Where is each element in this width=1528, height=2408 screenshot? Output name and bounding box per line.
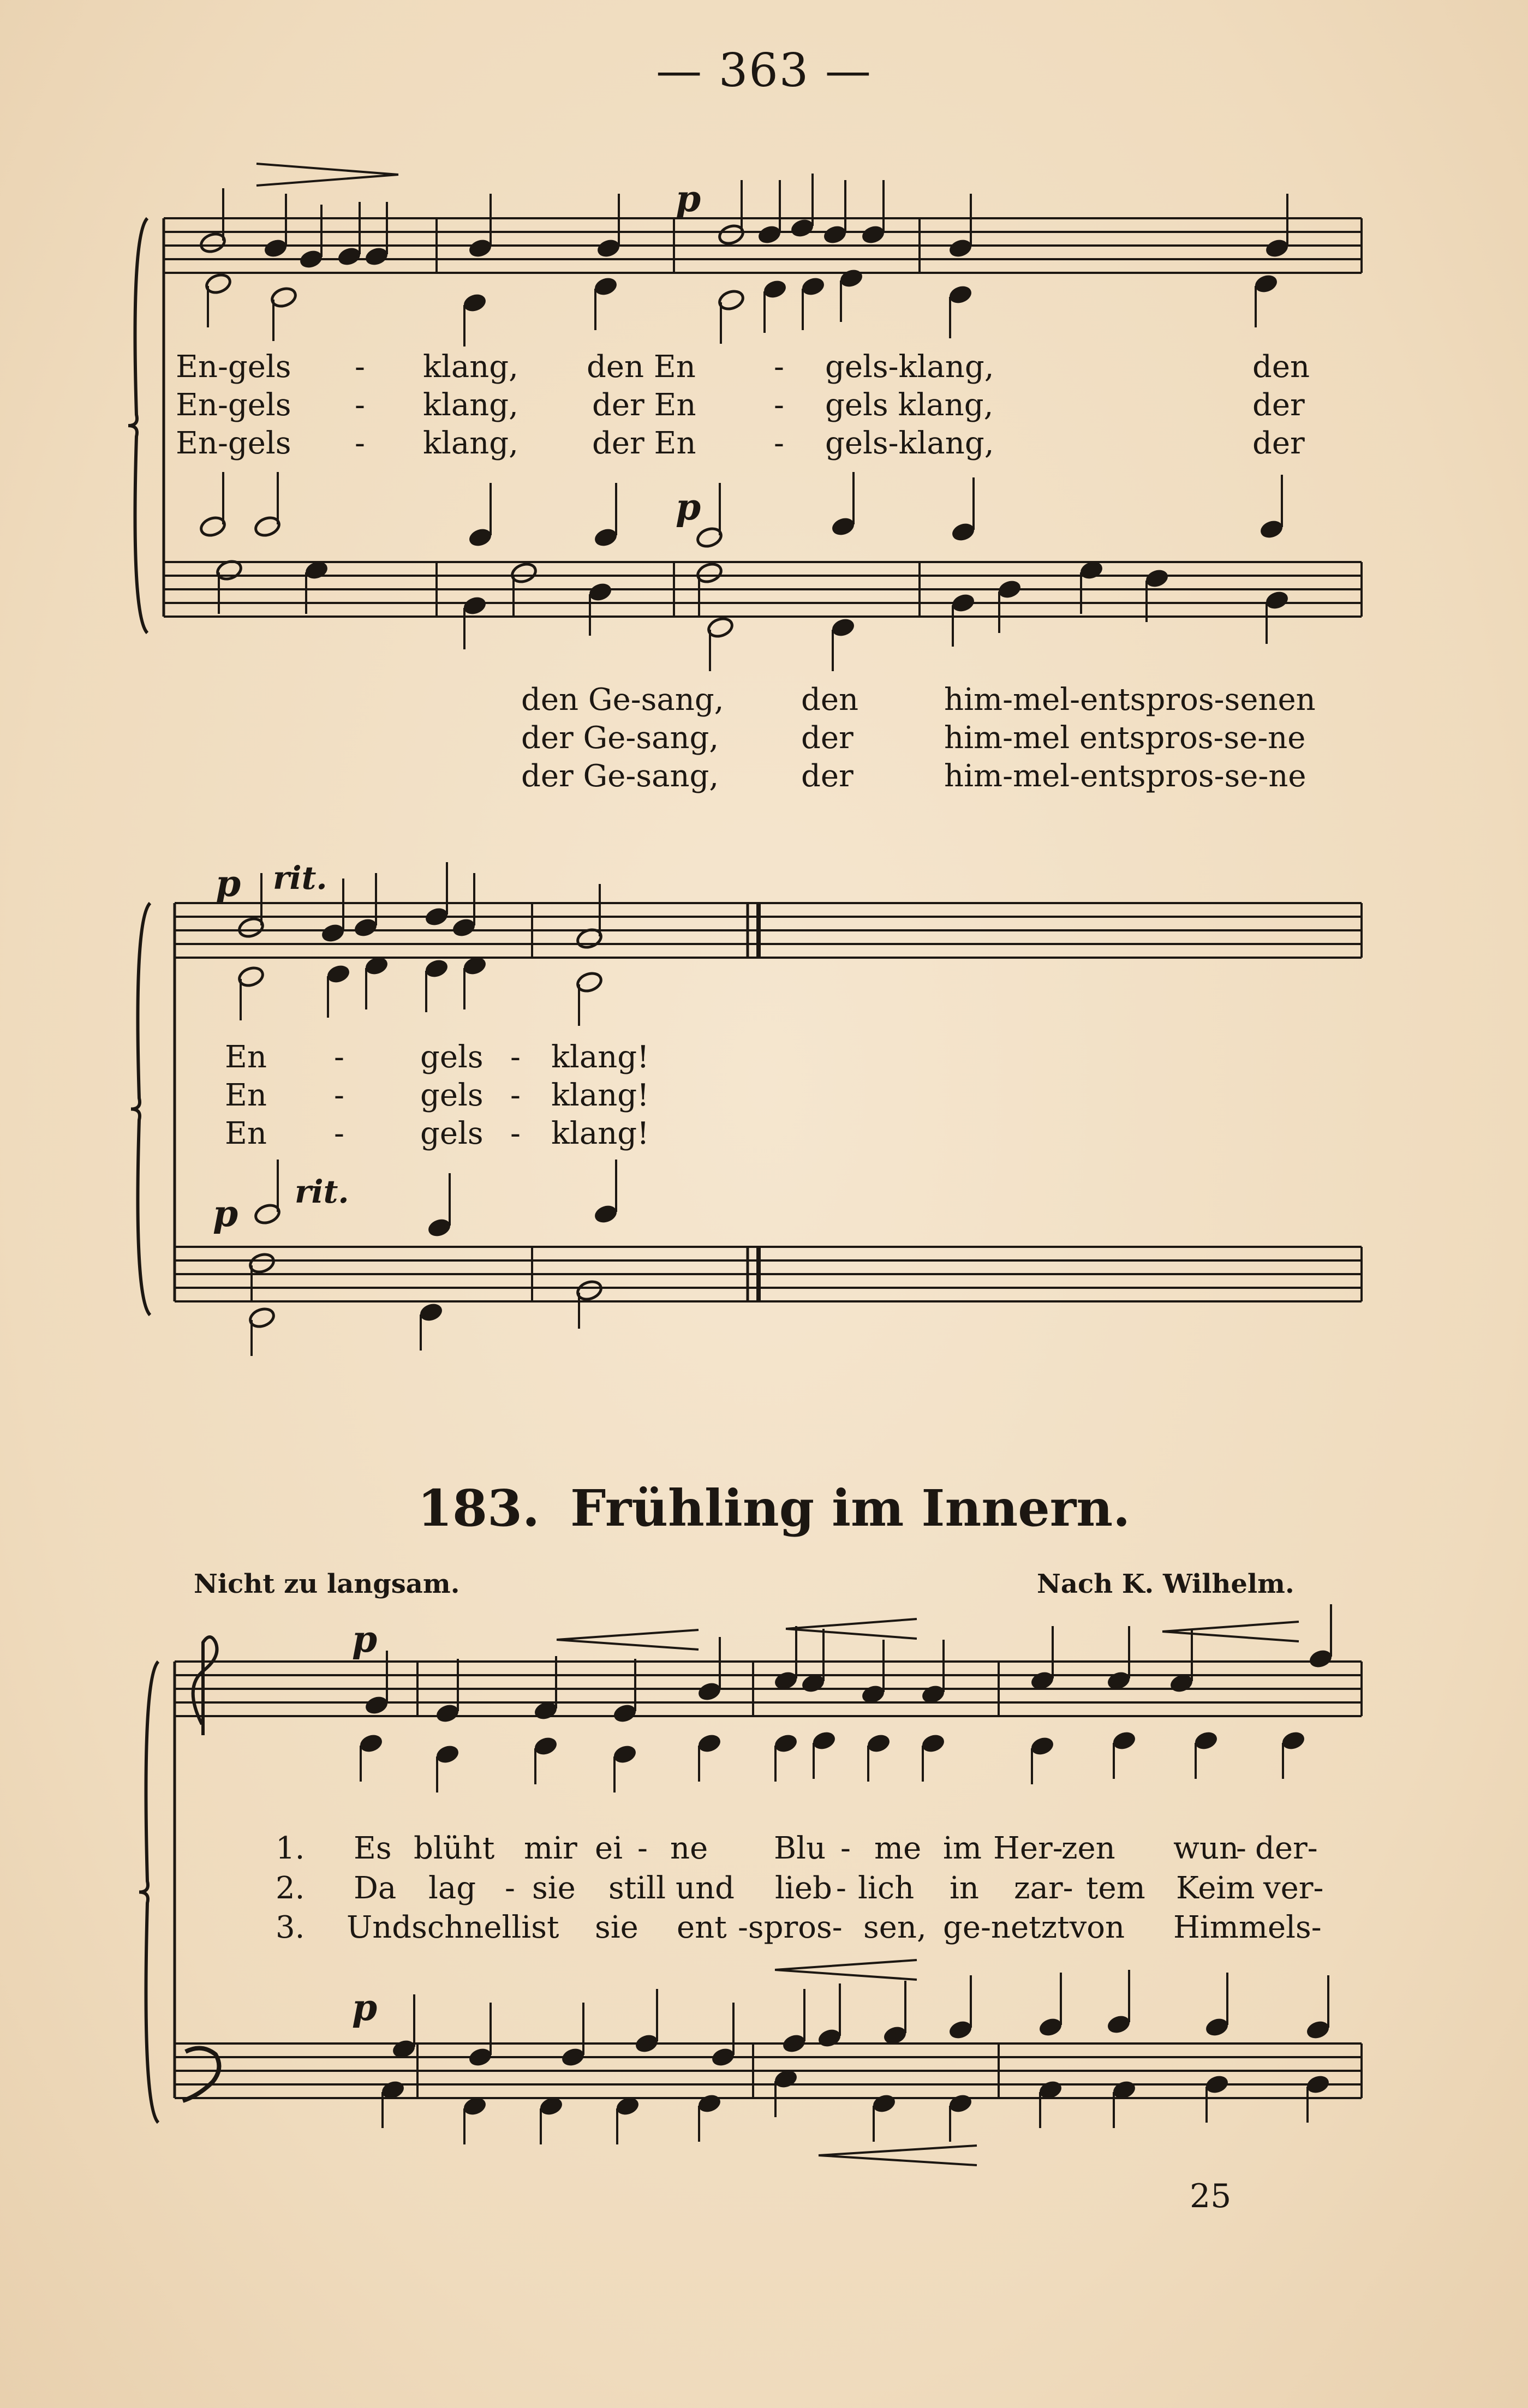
lyric-word: klang, bbox=[423, 349, 518, 385]
lyric-word: gels bbox=[420, 1078, 484, 1113]
lyric-word: mir bbox=[524, 1831, 577, 1866]
note-head bbox=[587, 581, 613, 603]
note-head bbox=[1305, 2074, 1330, 2095]
note-head bbox=[696, 1681, 722, 1702]
lyric-word: - bbox=[510, 1039, 521, 1075]
lyric-word: sen, bbox=[863, 1910, 927, 1945]
lyric-word: En-gels bbox=[176, 426, 291, 461]
note-head bbox=[830, 617, 856, 638]
verse-number: 2. bbox=[276, 1871, 305, 1906]
lyric-word: - bbox=[840, 1831, 851, 1866]
lyric-word: ent bbox=[677, 1910, 727, 1945]
note-head bbox=[1204, 2016, 1229, 2038]
note-head bbox=[1305, 2019, 1330, 2041]
lyric-word: Himmels- bbox=[1173, 1910, 1322, 1945]
lyric-word: ei bbox=[595, 1831, 623, 1866]
note-head bbox=[336, 246, 362, 267]
note-head bbox=[423, 958, 449, 979]
song-title: Frühling im Innern. bbox=[570, 1479, 1131, 1538]
note-head bbox=[560, 2046, 586, 2068]
lyric-word: -spros- bbox=[738, 1910, 843, 1945]
note-head bbox=[789, 217, 815, 239]
lyric-word: in bbox=[950, 1871, 979, 1906]
note-head bbox=[298, 248, 324, 270]
note-head bbox=[1280, 1730, 1306, 1752]
hairpin bbox=[775, 1960, 917, 1980]
note-head bbox=[871, 2093, 897, 2114]
note-head bbox=[1037, 2016, 1063, 2038]
lyric-word: den bbox=[801, 682, 859, 718]
system2-rit-upper: rit. bbox=[273, 859, 327, 897]
note-head bbox=[1253, 273, 1279, 295]
note-head bbox=[467, 237, 493, 259]
hairpin bbox=[786, 1619, 917, 1639]
lyric-word: - bbox=[836, 1871, 846, 1906]
note-head bbox=[696, 2093, 722, 2114]
lyric-word: En bbox=[225, 1078, 267, 1113]
note-head bbox=[612, 1743, 637, 1765]
note-head bbox=[710, 2046, 736, 2068]
lyric-word: - bbox=[774, 387, 784, 423]
system-brace bbox=[139, 1662, 158, 2123]
lyric-word: still bbox=[608, 1871, 666, 1906]
note-head bbox=[320, 922, 345, 944]
lyric-word: lich bbox=[858, 1871, 915, 1906]
song-number: 183. bbox=[417, 1479, 540, 1538]
note-head bbox=[866, 1732, 891, 1754]
system2-dynamic-lower: p bbox=[213, 1192, 238, 1235]
note-head bbox=[426, 1217, 452, 1239]
note-head bbox=[467, 527, 493, 548]
lyric-word: den bbox=[1252, 349, 1310, 385]
note-head bbox=[811, 1730, 837, 1752]
lyric-word: - bbox=[774, 426, 784, 461]
lyric-word: - bbox=[774, 349, 784, 385]
lyric-word: klang! bbox=[551, 1039, 649, 1075]
note-head bbox=[947, 2093, 973, 2114]
verse-number: 1. bbox=[276, 1831, 305, 1866]
lyric-word: - bbox=[334, 1039, 344, 1075]
lyric-word: gels-klang, bbox=[825, 349, 994, 385]
lyric-word: - bbox=[510, 1078, 521, 1113]
lyric-word: - bbox=[334, 1078, 344, 1113]
lyric-word: him-mel-entspros-se-ne bbox=[944, 758, 1306, 794]
lyric-word: En bbox=[225, 1039, 267, 1075]
lyric-word: - bbox=[510, 1116, 521, 1151]
lyric-word: klang, bbox=[423, 387, 518, 423]
system1-dynamic-lower: p bbox=[676, 486, 701, 528]
lyric-word: sie bbox=[532, 1871, 576, 1906]
note-head bbox=[418, 1301, 444, 1323]
note-head bbox=[593, 1203, 618, 1225]
lyric-word: him-mel entspros-se-ne bbox=[944, 720, 1306, 756]
lyric-word: ne bbox=[670, 1831, 708, 1866]
tempo-marking: Nicht zu langsam. bbox=[194, 1569, 460, 1599]
note-head bbox=[950, 521, 976, 543]
lyric-word: ver- bbox=[1263, 1871, 1324, 1906]
note-head bbox=[363, 1694, 389, 1716]
note-head bbox=[800, 276, 826, 297]
lyric-word: En-gels bbox=[176, 349, 291, 385]
lyric-word: sie bbox=[595, 1910, 638, 1945]
note-head bbox=[434, 1743, 460, 1765]
note-head bbox=[1204, 2074, 1229, 2095]
system-brace bbox=[131, 903, 150, 1315]
lyric-word: me bbox=[874, 1831, 922, 1866]
note-head bbox=[1111, 1730, 1137, 1752]
note-head bbox=[860, 224, 886, 246]
note-head bbox=[838, 267, 864, 289]
lyric-word: gels klang, bbox=[825, 387, 994, 423]
note-head bbox=[947, 2019, 973, 2041]
lyric-word: En bbox=[225, 1116, 267, 1151]
note-head bbox=[830, 516, 856, 537]
note-head bbox=[434, 1702, 460, 1724]
lyric-word: der- bbox=[1255, 1831, 1318, 1866]
lyric-word: den En bbox=[587, 349, 696, 385]
note-head bbox=[423, 906, 449, 928]
note-head bbox=[467, 2046, 493, 2068]
lyric-word: him-mel-entspros-senen bbox=[944, 682, 1316, 718]
note-head bbox=[996, 578, 1022, 600]
song-dynamic-upper: p bbox=[352, 1618, 378, 1660]
attribution: Nach K. Wilhelm. bbox=[1037, 1569, 1294, 1599]
page-number: — 363 — bbox=[656, 44, 872, 97]
lyric-word: zen bbox=[1061, 1831, 1115, 1866]
note-head bbox=[1193, 1730, 1219, 1752]
lyric-word: der bbox=[1252, 426, 1305, 461]
note-head bbox=[756, 224, 782, 246]
lyric-word: der Ge-sang, bbox=[521, 758, 719, 794]
lyric-word: lag bbox=[428, 1871, 476, 1906]
note-head bbox=[822, 224, 847, 246]
lyric-word: Her- bbox=[993, 1831, 1063, 1866]
lyric-word: der bbox=[801, 758, 853, 794]
note-head bbox=[262, 237, 288, 259]
note-head bbox=[1258, 518, 1284, 540]
note-head bbox=[816, 2027, 842, 2049]
system2-dynamic-upper: p bbox=[216, 862, 241, 905]
note-head bbox=[920, 1732, 946, 1754]
note-head bbox=[1106, 2013, 1131, 2035]
lyric-word: der bbox=[1252, 387, 1305, 423]
system-brace bbox=[128, 218, 147, 633]
lyric-word: klang! bbox=[551, 1116, 649, 1151]
treble-clef-icon bbox=[193, 1637, 217, 1735]
lyric-word: klang, bbox=[423, 426, 518, 461]
lyric-word: zar- bbox=[1014, 1871, 1073, 1906]
note-head bbox=[781, 2033, 807, 2054]
lyric-word: ge-netztvon bbox=[943, 1910, 1125, 1945]
note-head bbox=[762, 278, 787, 300]
note-head bbox=[593, 527, 618, 548]
note-head bbox=[1029, 1735, 1055, 1757]
note-head bbox=[325, 963, 351, 985]
lyric-word: der Ge-sang, bbox=[521, 720, 719, 756]
lyric-word: tem bbox=[1086, 1871, 1145, 1906]
lyric-word: Da bbox=[354, 1871, 397, 1906]
note-head bbox=[612, 1702, 637, 1724]
lyric-word: und bbox=[676, 1871, 735, 1906]
note-head bbox=[533, 1735, 558, 1757]
verse-number: 3. bbox=[276, 1910, 305, 1945]
note-head bbox=[773, 1732, 798, 1754]
lyric-word: - bbox=[334, 1116, 344, 1151]
lyric-word: gels-klang, bbox=[825, 426, 994, 461]
hairpin bbox=[819, 2146, 977, 2165]
note-head bbox=[462, 595, 487, 617]
note-head bbox=[947, 237, 973, 259]
note-head bbox=[1264, 237, 1290, 259]
note-head bbox=[353, 917, 378, 939]
lyric-word: lieb bbox=[775, 1871, 832, 1906]
lyric-word: - bbox=[1236, 1831, 1246, 1866]
note-head bbox=[947, 284, 973, 306]
lyric-word: wun bbox=[1173, 1831, 1239, 1866]
note-head bbox=[451, 917, 476, 939]
lyric-word: der En bbox=[592, 387, 696, 423]
note-head bbox=[696, 1732, 722, 1754]
lyric-word: blüht bbox=[414, 1831, 495, 1866]
lyric-word: Keim bbox=[1176, 1871, 1255, 1906]
note-head bbox=[1144, 567, 1169, 589]
hairpin bbox=[557, 1630, 699, 1650]
note-head bbox=[950, 592, 976, 614]
lyric-word: - bbox=[637, 1831, 648, 1866]
hairpin bbox=[1162, 1622, 1299, 1641]
lyric-word: gels bbox=[420, 1116, 484, 1151]
lyric-word: Es bbox=[354, 1831, 392, 1866]
lyric-word: - bbox=[355, 349, 365, 385]
note-head bbox=[462, 292, 487, 314]
lyric-word: - bbox=[355, 387, 365, 423]
note-head bbox=[1308, 1648, 1333, 1670]
lyric-word: Undschnellist bbox=[347, 1910, 559, 1945]
lyric-word: den Ge-sang, bbox=[521, 682, 724, 718]
lyric-word: En-gels bbox=[176, 387, 291, 423]
lyric-word: - bbox=[355, 426, 365, 461]
song-dynamic-lower: p bbox=[352, 1986, 378, 2029]
note-head bbox=[1264, 589, 1290, 611]
system1-dynamic-upper: p bbox=[676, 177, 701, 220]
note-head bbox=[593, 276, 618, 297]
note-head bbox=[634, 2033, 659, 2054]
system2-rit-lower: rit. bbox=[295, 1173, 349, 1210]
lyric-word: der En bbox=[592, 426, 696, 461]
lyric-word: im bbox=[943, 1831, 982, 1866]
hairpin bbox=[256, 164, 398, 186]
lyric-word: gels bbox=[420, 1039, 484, 1075]
lyric-word: der bbox=[801, 720, 853, 756]
note-head bbox=[358, 1732, 384, 1754]
lyric-word: klang! bbox=[551, 1078, 649, 1113]
note-head bbox=[363, 246, 389, 267]
signature-mark: 25 bbox=[1190, 2177, 1232, 2215]
lyric-word: - bbox=[505, 1871, 515, 1906]
lyric-word: Blu bbox=[774, 1831, 826, 1866]
note-head bbox=[595, 237, 621, 259]
